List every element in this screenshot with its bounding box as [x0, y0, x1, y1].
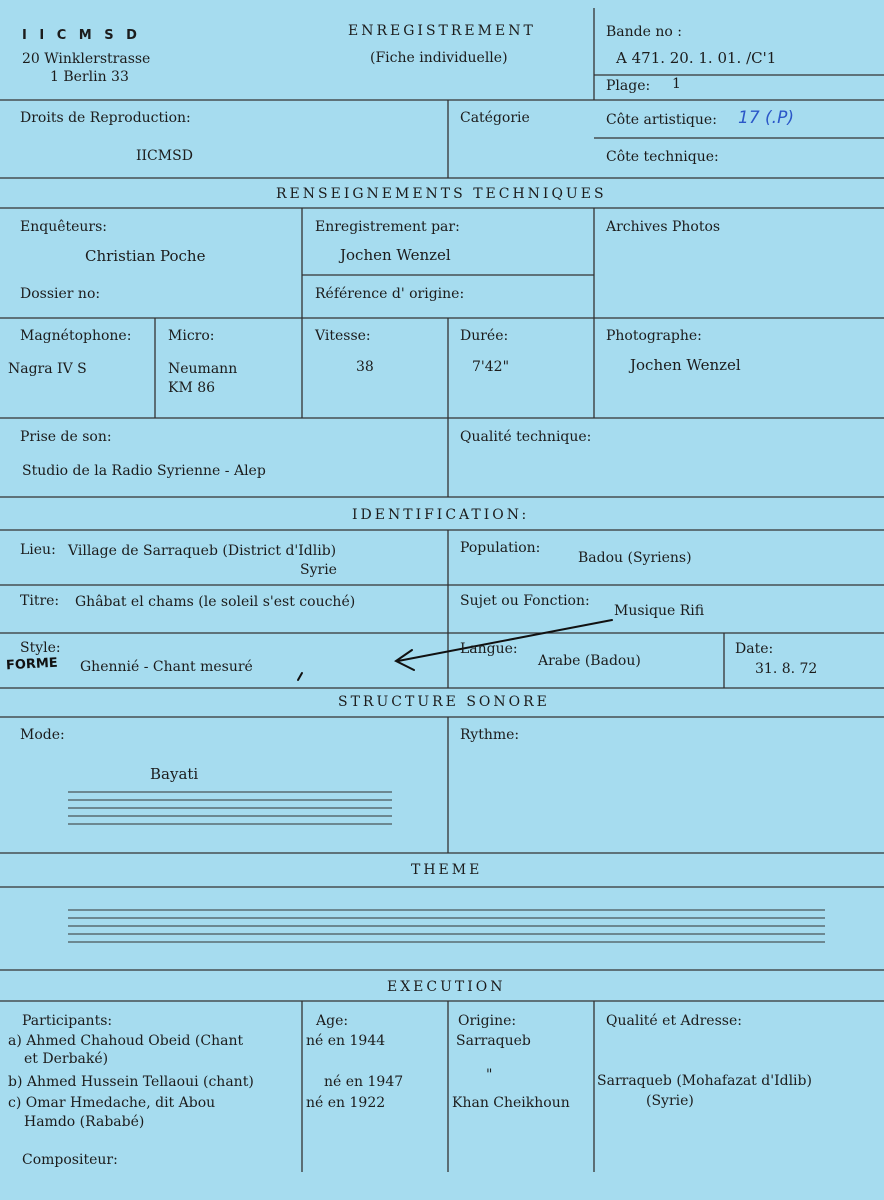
section-title-theme: THEME [411, 862, 483, 878]
plage-value: 1 [672, 76, 681, 92]
participant-b-age: né en 1947 [324, 1074, 404, 1090]
section-title-identification: IDENTIFICATION: [352, 507, 530, 523]
micro-value-1: Neumann [168, 361, 238, 377]
langue-label: Langue: [460, 641, 518, 657]
participant-a-line-2: et Derbaké) [24, 1051, 109, 1067]
titre-label: Titre: [20, 593, 60, 609]
enqueteurs-value: Christian Poche [85, 247, 206, 265]
participant-b-text: b) Ahmed Hussein Tellaoui (chant) [8, 1074, 254, 1090]
participant-c-origine: Khan Cheikhoun [452, 1095, 570, 1111]
participant-a-line-1: a) Ahmed Chahoud Obeid (Chant [8, 1033, 244, 1049]
cote-artistique-value: 17 (.P) [738, 108, 794, 128]
handwritten-arrow [298, 620, 612, 680]
style-handwritten-forme: FORME [5, 655, 59, 674]
participant-c-line-2: Hamdo (Rababé) [24, 1114, 145, 1130]
qualite-technique-label: Qualité technique: [460, 429, 592, 445]
plage-label: Plage: [606, 78, 651, 94]
participants-label: Participants: [22, 1013, 113, 1029]
langue-value: Arabe (Badou) [538, 653, 641, 669]
origine-label: Origine: [458, 1013, 517, 1029]
droits-value: IICMSD [136, 148, 193, 164]
lieu-label: Lieu: [20, 542, 56, 558]
theme-staff-lines [68, 910, 825, 942]
section-title-structure: STRUCTURE SONORE [338, 694, 550, 710]
compositeur-label: Compositeur: [22, 1152, 118, 1168]
micro-value-2: KM 86 [168, 380, 216, 396]
duree-value: 7'42" [472, 359, 510, 375]
participant-a-age: né en 1944 [306, 1033, 386, 1049]
cote-technique-label: Côte technique: [606, 149, 719, 165]
mode-value: Bayati [150, 765, 199, 783]
archives-photos-label: Archives Photos [606, 219, 721, 235]
photographe-label: Photographe: [606, 328, 702, 344]
org-name: I I C M S D [22, 28, 141, 43]
titre-value: Ghâbat el chams (le soleil s'est couché) [75, 594, 356, 610]
adresse-line-2: (Syrie) [646, 1093, 694, 1109]
participant-c-age: né en 1922 [306, 1095, 386, 1111]
vitesse-value: 38 [356, 359, 374, 375]
population-value: Badou (Syriens) [578, 550, 692, 566]
mode-staff-lines [68, 792, 392, 824]
reference-label: Référence d' origine: [315, 286, 465, 302]
style-value: Ghennié - Chant mesuré [80, 659, 253, 675]
sujet-value: Musique Rifi [614, 603, 705, 619]
population-label: Population: [460, 540, 541, 556]
adresse-line-1: Sarraqueb (Mohafazat d'Idlib) [597, 1073, 812, 1089]
participant-a-origine: Sarraqueb [456, 1033, 531, 1049]
prise-value: Studio de la Radio Syrienne - Alep [22, 463, 266, 479]
bande-value: A 471. 20. 1. 01. /C'1 [616, 49, 777, 67]
vitesse-label: Vitesse: [315, 328, 371, 344]
enqueteurs-label: Enquêteurs: [20, 219, 108, 235]
form-subtitle: (Fiche individuelle) [370, 50, 508, 66]
micro-label: Micro: [168, 328, 215, 344]
mode-label: Mode: [20, 727, 65, 743]
bande-label: Bande no : [606, 24, 682, 40]
categorie-label: Catégorie [460, 110, 530, 126]
rythme-label: Rythme: [460, 727, 520, 743]
age-label: Age: [316, 1013, 349, 1029]
address-line-2: 1 Berlin 33 [50, 69, 129, 85]
magnetophone-label: Magnétophone: [20, 328, 132, 344]
section-title-execution: EXECUTION [387, 979, 506, 995]
participant-c-line-1: c) Omar Hmedache, dit Abou [8, 1095, 216, 1111]
style-label: Style: [20, 640, 61, 656]
enregistrement-par-value: Jochen Wenzel [340, 246, 451, 264]
magnetophone-value: Nagra IV S [8, 361, 87, 377]
dossier-label: Dossier no: [20, 286, 101, 302]
lieu-value-2: Syrie [300, 562, 337, 578]
duree-label: Durée: [460, 328, 509, 344]
enregistrement-par-label: Enregistrement par: [315, 219, 460, 235]
lieu-value-1: Village de Sarraqueb (District d'Idlib) [68, 543, 337, 559]
section-title-technique: RENSEIGNEMENTS TECHNIQUES [276, 186, 607, 202]
form-title: ENREGISTREMENT [348, 23, 536, 39]
address-line-1: 20 Winklerstrasse [22, 51, 151, 67]
cote-artistique-label: Côte artistique: [606, 112, 717, 128]
date-value: 31. 8. 72 [755, 661, 818, 677]
participant-b-origine: " [486, 1067, 493, 1083]
date-label: Date: [735, 641, 774, 657]
sujet-label: Sujet ou Fonction: [460, 593, 590, 609]
droits-label: Droits de Reproduction: [20, 110, 191, 126]
prise-label: Prise de son: [20, 429, 112, 445]
qualite-adresse-label: Qualité et Adresse: [606, 1013, 742, 1029]
photographe-value: Jochen Wenzel [630, 356, 741, 374]
